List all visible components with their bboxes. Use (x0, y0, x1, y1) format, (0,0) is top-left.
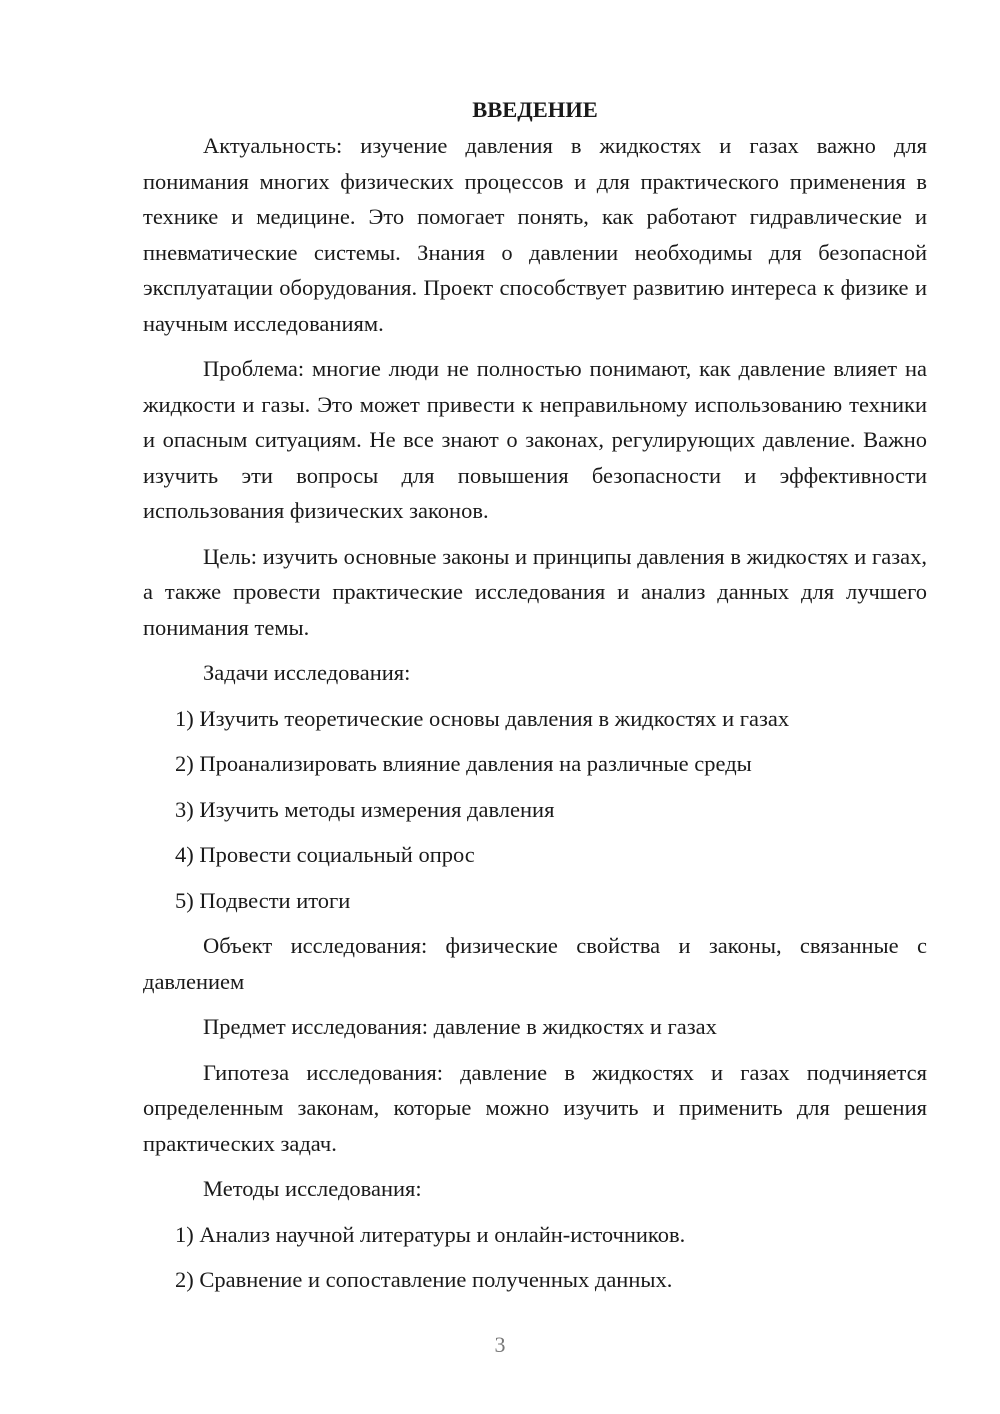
goal-paragraph: Цель: изучить основные законы и принципы давления в жидкостях и газах, а также провести практические исследования и анализ данных для лучшего понимания темы. (143, 543, 927, 640)
subject-paragraph: Предмет исследования: давление в жидкостях и газах (203, 1014, 717, 1039)
task-item: 5) Подвести итоги (175, 887, 351, 913)
tasks-heading: Задачи исследования: (203, 660, 411, 685)
task-item: 2) Проанализировать влияние давления на различные среды (175, 751, 752, 776)
task-item: 1) Изучить теоретические основы давления в жидкостях и газах (175, 705, 790, 731)
task-item: 4) Провести социальный опрос (175, 842, 475, 867)
object-paragraph: Объект исследования: физические свойства и законы, связанные с давлением (143, 933, 927, 994)
problem-paragraph: Проблема: многие люди не полностью понимают, как давление влияет на жидкости и газы. Это может привести к неправильному использованию техники и опасным ситуациям. Не все знают о законах, регулирующих давление. Важно изучить эти вопросы для повышения безопасности и эффективности использования физических законов. (143, 356, 927, 523)
section-title: ВВЕДЕНИЕ (472, 97, 598, 122)
methods-heading: Методы исследования: (203, 1176, 422, 1201)
method-item: 2) Сравнение и сопоставление полученных данных. (175, 1267, 673, 1292)
document-page (143, 92, 927, 1308)
hypothesis-paragraph: Гипотеза исследования: давление в жидкостях и газах подчиняется определенным законам, которые можно изучить и применить для решения практических задач. (143, 1059, 927, 1156)
page-number: 3 (494, 1332, 506, 1357)
method-item: 1) Анализ научной литературы и онлайн-источников. (175, 1221, 686, 1247)
task-item: 3) Изучить методы измерения давления (175, 796, 555, 822)
relevance-paragraph: Актуальность: изучение давления в жидкостях и газах важно для понимания многих физических процессов и для практического применения в технике и медицине. Это помогает понять, как работают гидравлические и пневматические системы. Знания о давлении необходимы для безопасной эксплуатации оборудования. Проект способствует развитию интереса к физике и научным исследованиям. (143, 133, 927, 336)
